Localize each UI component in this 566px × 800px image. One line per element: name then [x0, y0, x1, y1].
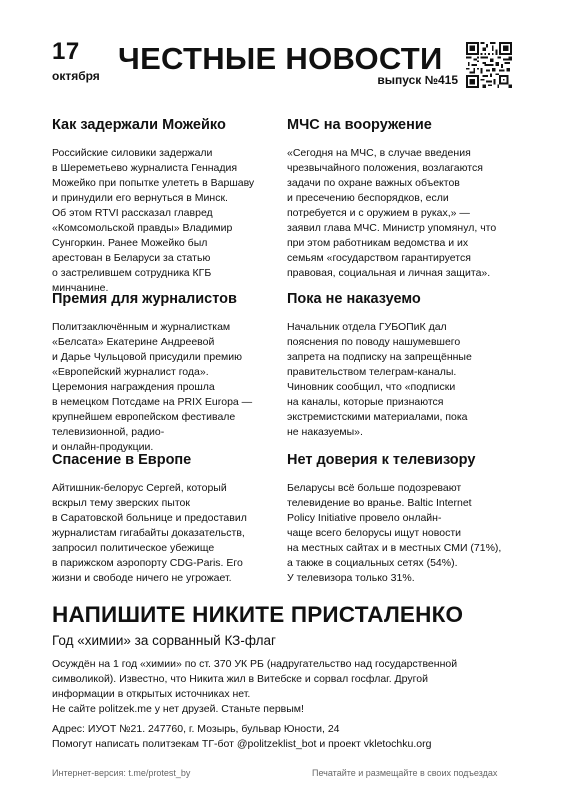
feature-address: Адрес: ИУОТ №21. 247760, г. Мозырь, бульвар Юности, 24 Помогут написать политзекам ТГ-бот @politzeklist_bot и проект vkletochku.org: [52, 723, 432, 750]
article-journalist-prize: [52, 292, 288, 455]
feature-body: Осуждён на 1 год «химии» по ст. 370 УК РБ (надругательство над государственной символикой). Известно, что Никита жил в Витебске и сорвал госфлаг. Другой информации в открытых источниках нет. Не сайте politzek.me у нет друзей. Станьте первым!: [52, 658, 458, 715]
article-rescue-europe: [52, 453, 288, 586]
article-text: Начальник отдела ГУБОПиК дал пояснения по поводу нашумевшего запрета на подписку на запрещённые правительством телеграм-каналы. Чиновник сообщил, что «подписки на каналы, которые признаются экстремистскими материалами, пока не наказуемы».: [287, 320, 472, 438]
article-title: МЧС на вооружение: [287, 117, 432, 133]
article-mozheiko: [52, 118, 288, 296]
article-tv-trust: [287, 453, 523, 586]
issue-number: выпуск №415: [377, 73, 458, 87]
article-text: «Сегодня на МЧС, в случае введения чрезвычайного положения, возлагаются задачи по охране важных объектов и пресечению беспорядков, если потребуется и с оружием в руках,» — заявил глава МЧС. Министр упомянул, что при этом работникам ведомства и их семьям «государством гарантируется правовая, социальная и личная защита».: [287, 146, 497, 279]
article-text: Политзаключённым и журналисткам «Белсата» Екатерине Андреевой и Дарье Чульцовой присудили премию «Европейский журналист года». Церемония награждения прошла в немецком Потсдаме на PRIX Europa — крупнейшем европейском фестивале телевизионной, радио- и онлайн-продукции.: [52, 320, 253, 453]
feature-title: НАПИШИТЕ НИКИТЕ ПРИСТАЛЕНКО: [52, 602, 464, 627]
article-title: Нет доверия к телевизору: [287, 452, 476, 468]
article-mchs: [287, 118, 523, 281]
footer-web-version: Интернет-версия: t.me/protest_by: [52, 768, 191, 778]
article-title: Премия для журналистов: [52, 291, 237, 307]
date-day: 17: [52, 38, 80, 65]
article-title: Как задержали Можейко: [52, 117, 226, 133]
date-month: октября: [52, 69, 100, 83]
article-title: Спасение в Европе: [52, 452, 192, 468]
feature-subtitle: Год «химии» за сорванный КЗ-флаг: [52, 633, 276, 648]
article-text: Российские силовики задержали в Шереметьево журналиста Геннадия Можейко при попытке улететь в Варшаву и принудили его вернуться в Минск. Об этом RTVI рассказал главред «Комсомольской правды» Владимир Сунгоркин. Ранее Можейко был арестован в Беларуси за статью о застрелившем сотрудника КГБ минчанине.: [52, 146, 255, 294]
article-not-punishable: [287, 292, 523, 440]
qr-code-icon[interactable]: [466, 42, 512, 88]
article-text: Беларусы всё больше подозревают телевидение во вранье. Baltic Internet Policy Initiative провело онлайн- чаще всего белорусы ищут новости на местных сайтах и в местных СМИ (71%), а также в социальных сетях (54%). У телевизора только 31%.: [287, 481, 502, 584]
footer-print-note: Печатайте и размещайте в своих подъездах: [312, 768, 498, 778]
article-text: Айтишник-белорус Сергей, который вскрыл тему зверских пыток в Саратовской больнице и предоставил журналистам гигабайты доказательств, запросил политическое убежище в парижском аэропорту CDG-Paris. Его жизни и свободе ничего не угрожает.: [52, 481, 247, 584]
article-title: Пока не наказуемо: [287, 291, 421, 307]
masthead-title: ЧЕСТНЫЕ НОВОСТИ: [118, 41, 443, 76]
